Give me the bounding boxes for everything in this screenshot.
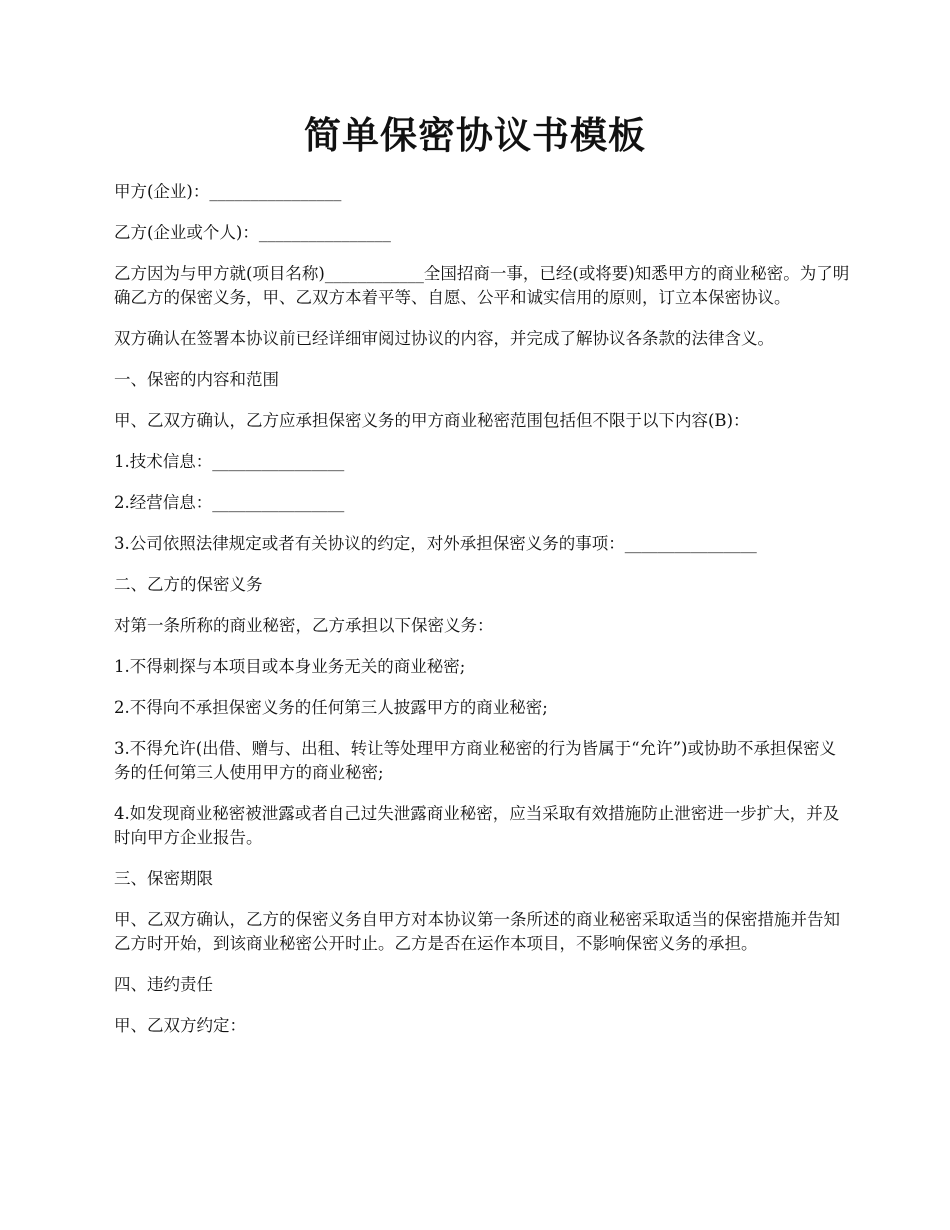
document-title: 简单保密协议书模板 bbox=[304, 113, 646, 157]
party-b-line: 乙方(企业或个人)：________________ bbox=[114, 223, 391, 242]
scope-paragraph: 甲、乙双方确认，乙方应承担保密义务的甲方商业秘密范围包括但不限于以下内容(B)： bbox=[114, 411, 750, 430]
section-heading-term: 三、保密期限 bbox=[114, 869, 213, 888]
section-heading-scope: 一、保密的内容和范围 bbox=[114, 370, 279, 389]
party-a-line: 甲方(企业)：________________ bbox=[114, 182, 342, 201]
obligations-intro: 对第一条所称的商业秘密，乙方承担以下保密义务： bbox=[114, 616, 494, 635]
liability-intro: 甲、乙双方约定： bbox=[114, 1016, 246, 1035]
obligation-item-1: 1.不得刺探与本项目或本身业务无关的商业秘密; bbox=[114, 657, 466, 676]
preamble-paragraph: 乙方因为与甲方就(项目名称)____________全国招商一事，已经(或将要)知悉甲方的商业秘密。为了明确乙方的保密义务，甲、乙双方本着平等、自愿、公平和诚实信用的原则，订立本保密协议。 bbox=[114, 264, 850, 307]
document-body bbox=[114, 180, 852, 1055]
scope-item-business-info: 2.经营信息：________________ bbox=[114, 493, 345, 512]
obligation-item-2: 2.不得向不承担保密义务的任何第三人披露甲方的商业秘密; bbox=[114, 698, 548, 717]
section-heading-liability: 四、违约责任 bbox=[114, 975, 213, 994]
obligation-item-3: 3.不得允许(出借、赠与、出租、转让等处理甲方商业秘密的行为皆属于“允许”)或协助不承担保密义务的任何第三人使用甲方的商业秘密; bbox=[114, 739, 836, 782]
obligation-item-4: 4.如发现商业秘密被泄露或者自己过失泄露商业秘密，应当采取有效措施防止泄密进一步扩大，并及时向甲方企业报告。 bbox=[114, 804, 840, 847]
confirmation-paragraph: 双方确认在签署本协议前已经详细审阅过协议的内容，并完成了解协议各条款的法律含义。 bbox=[114, 329, 774, 348]
scope-item-legal-obligations: 3.公司依照法律规定或者有关协议的约定，对外承担保密义务的事项：________________ bbox=[114, 534, 757, 553]
term-paragraph: 甲、乙双方确认，乙方的保密义务自甲方对本协议第一条所述的商业秘密采取适当的保密措施并告知乙方时开始，到该商业秘密公开时止。乙方是否在运作本项目，不影响保密义务的承担。 bbox=[114, 910, 840, 953]
scope-item-technical-info: 1.技术信息：________________ bbox=[114, 452, 345, 471]
section-heading-obligations: 二、乙方的保密义务 bbox=[114, 575, 263, 594]
